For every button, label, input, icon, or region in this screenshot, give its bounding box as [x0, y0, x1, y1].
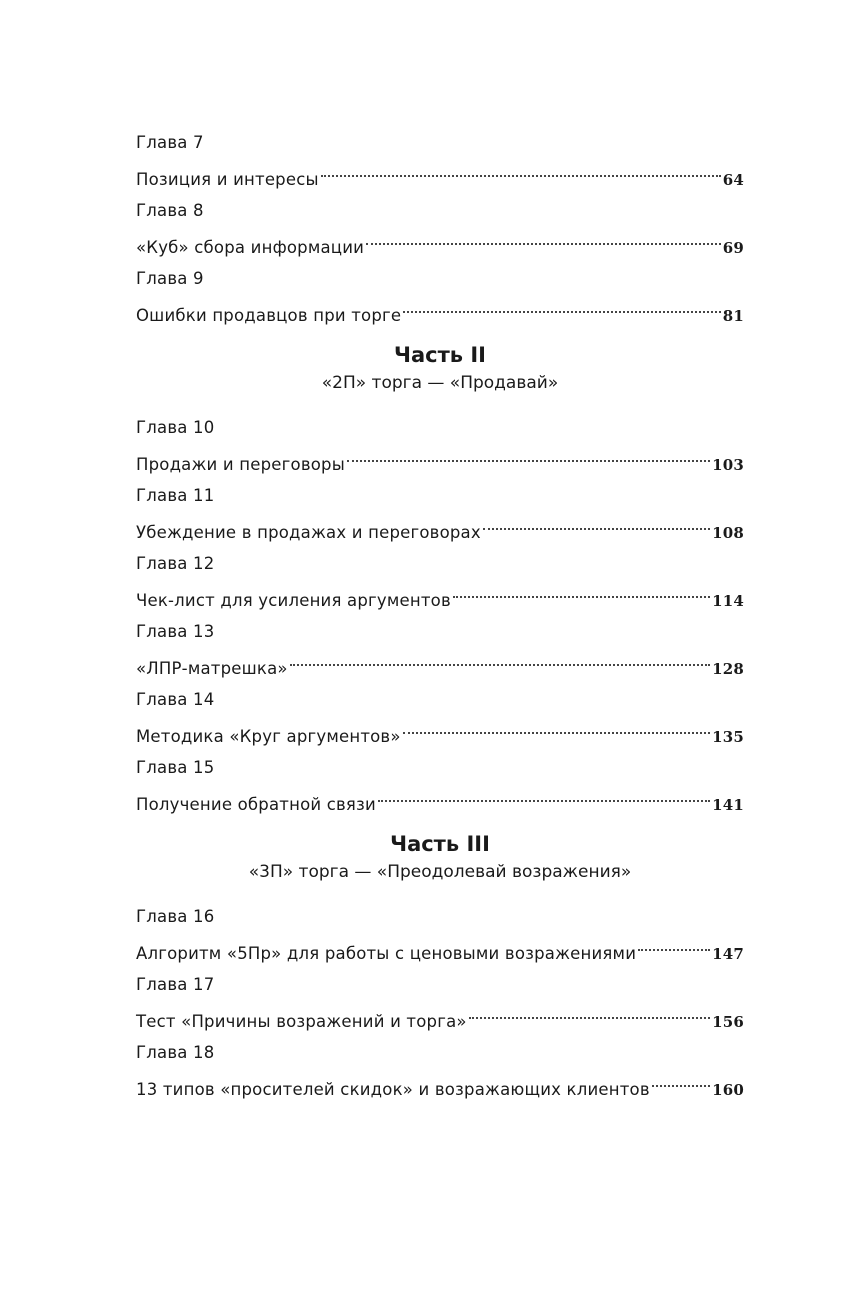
- part-subtitle: «3П» торга — «Преодолевай возражения»: [248, 862, 632, 882]
- chapter-label: Глава 16: [136, 907, 215, 926]
- toc-entry: [136, 441, 744, 474]
- page-number: 69: [722, 239, 744, 257]
- page-number: 156: [712, 1013, 744, 1031]
- chapter-title: Алгоритм «5Пр» для работы с ценовыми возражениями: [136, 944, 637, 963]
- toc-chapter-11[interactable]: [136, 483, 744, 542]
- chapter-title: Получение обратной связи: [136, 795, 376, 814]
- dot-leader: [378, 781, 710, 810]
- chapter-title: Продажи и переговоры: [136, 455, 345, 474]
- part-heading: [136, 341, 744, 397]
- toc-entry: [136, 577, 744, 610]
- chapter-label: Глава 18: [136, 1043, 215, 1062]
- chapter-title: Методика «Круг аргументов»: [136, 727, 401, 746]
- part-title: Часть III: [390, 832, 490, 856]
- dot-leader: [366, 224, 721, 253]
- chapter-label: Глава 11: [136, 486, 215, 505]
- toc-entry: [136, 713, 744, 746]
- dot-leader: [652, 1066, 710, 1095]
- page-number: 114: [712, 592, 744, 610]
- part-heading: [136, 830, 744, 886]
- toc-chapter-8[interactable]: [136, 198, 744, 257]
- page-number: 135: [712, 728, 744, 746]
- toc-entry: [136, 645, 744, 678]
- page-number: 103: [712, 456, 744, 474]
- chapter-label: Глава 12: [136, 554, 215, 573]
- chapter-title: Чек-лист для усиления аргументов: [136, 591, 451, 610]
- dot-leader: [483, 509, 710, 538]
- toc-entry: [136, 156, 744, 189]
- dot-leader: [403, 292, 720, 321]
- toc-chapter-16[interactable]: [136, 904, 744, 963]
- page-number: 108: [712, 524, 744, 542]
- toc-entry: [136, 998, 744, 1031]
- part-title: Часть II: [394, 343, 486, 367]
- page-number: 81: [722, 307, 744, 325]
- toc-chapter-13[interactable]: [136, 619, 744, 678]
- chapter-label: Глава 8: [136, 201, 204, 220]
- toc-chapter-10[interactable]: [136, 415, 744, 474]
- dot-leader: [638, 930, 710, 959]
- part-subtitle: «2П» торга — «Продавай»: [321, 373, 559, 393]
- chapter-title: 13 типов «просителей скидок» и возражающих клиентов: [136, 1080, 650, 1099]
- toc-chapter-9[interactable]: [136, 266, 744, 325]
- dot-leader: [347, 441, 710, 470]
- chapter-title: Позиция и интересы: [136, 170, 319, 189]
- toc-entry: [136, 781, 744, 814]
- dot-leader: [469, 998, 710, 1027]
- chapter-label: Глава 17: [136, 975, 215, 994]
- page-number: 147: [712, 945, 744, 963]
- chapter-title: «ЛПР-матрешка»: [136, 659, 288, 678]
- toc-chapter-18[interactable]: [136, 1040, 744, 1099]
- dot-leader: [403, 713, 710, 742]
- dot-leader: [453, 577, 710, 606]
- toc-entry: [136, 224, 744, 257]
- toc-chapter-7[interactable]: [136, 130, 744, 189]
- toc-entry: [136, 509, 744, 542]
- table-of-contents: [136, 130, 744, 1108]
- dot-leader: [321, 156, 721, 185]
- chapter-label: Глава 7: [136, 133, 204, 152]
- chapter-title: «Куб» сбора информации: [136, 238, 365, 257]
- page-number: 160: [712, 1081, 744, 1099]
- dot-leader: [290, 645, 710, 674]
- chapter-title: Тест «Причины возражений и торга»: [136, 1012, 467, 1031]
- page-number: 64: [722, 171, 744, 189]
- chapter-label: Глава 10: [136, 418, 215, 437]
- chapter-label: Глава 13: [136, 622, 215, 641]
- toc-entry: [136, 292, 744, 325]
- page-number: 141: [712, 796, 744, 814]
- toc-chapter-14[interactable]: [136, 687, 744, 746]
- chapter-label: Глава 15: [136, 758, 215, 777]
- chapter-label: Глава 9: [136, 269, 204, 288]
- toc-entry: [136, 930, 744, 963]
- toc-chapter-15[interactable]: [136, 755, 744, 814]
- toc-chapter-12[interactable]: [136, 551, 744, 610]
- chapter-title: Ошибки продавцов при торге: [136, 306, 402, 325]
- toc-entry: [136, 1066, 744, 1099]
- chapter-label: Глава 14: [136, 690, 215, 709]
- page-number: 128: [712, 660, 744, 678]
- toc-chapter-17[interactable]: [136, 972, 744, 1031]
- chapter-title: Убеждение в продажах и переговорах: [136, 523, 481, 542]
